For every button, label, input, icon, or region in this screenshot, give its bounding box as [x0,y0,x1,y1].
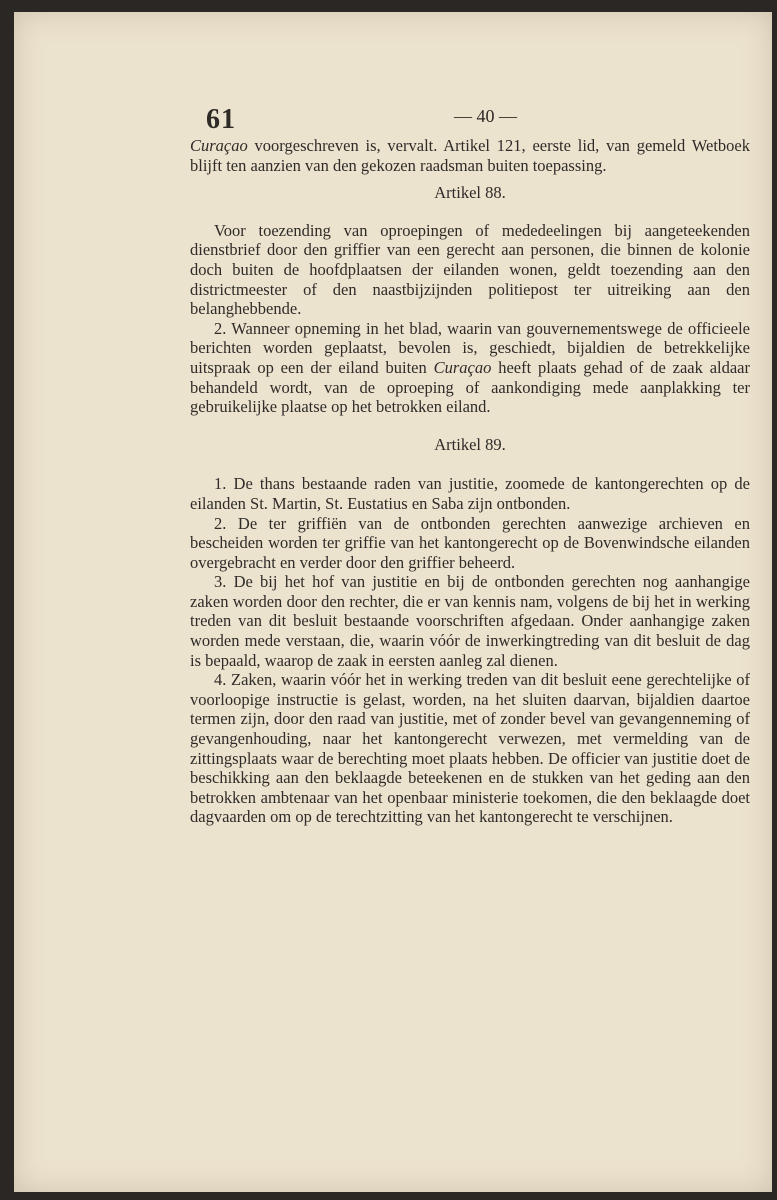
article-89-paragraph-4: 4. Zaken, waarin vóór het in werking treden van dit besluit eene gerechtelijke of voorloopige instructie is gelast, worden, na het sluiten daarvan, bijaldien daartoe termen zijn, door den raad van justitie, met of zonder bevel van gevangenneming of gevangenhouding, naar het kantongerecht verwezen, met vermelding van de zittingsplaats waar de berechting moet plaats hebben. De officier van justitie doet de beschikking aan den beklaagde beteekenen en de stukken van het geding aan den betrokken ambtenaar van het openbaar ministerie toekomen, die den beklaagde doet dagvaarden om op de terechtzitting van het kantongerecht te verschijnen. [190,670,750,827]
page-number: 61 [206,104,236,135]
running-head: — 40 — [454,106,517,126]
article-89-paragraph-1: 1. De thans bestaande raden van justitie, zoomede de kantongerechten op de eilanden St. Martin, St. Eustatius en Saba zijn ontbonden. [190,474,750,513]
article-89-paragraph-2: 2. De ter griffiën van de ontbonden gerechten aanwezige archieven en bescheiden worden ter griffie van het kantongerecht op de Bovenwindsche eilanden overgebracht en verder door den griffier beheerd. [190,513,750,572]
body-text [190,136,750,827]
intro-paragraph: Curaçao voorgeschreven is, vervalt. Artikel 121, eerste lid, van gemeld Wetboek blijft ten aanzien van den gekozen raadsman buiten toepassing. [190,136,750,175]
article-88-heading: Artikel 88. [434,183,506,203]
article-88-paragraph-2: 2. Wanneer opneming in het blad, waarin van gouvernementswege de officieele berichten worden geplaatst, bevolen is, geschiedt, bijaldien de betrekkelijke uitspraak op een der eiland buiten Curaçao heeft plaats gehad of de zaak aldaar behandeld wordt, van de oproeping of aankondiging mede aanplakking ter gebruikelijke plaatse op het betrokken eiland. [190,318,750,417]
article-88-paragraph-1: Voor toezending van oproepingen of mededeelingen bij aangeteekenden dienstbrief door den griffier van een gerecht aan personen, die binnen de kolonie doch buiten de hoofdplaatsen der eilanden wonen, geldt toezending aan den districtmeester of den naastbijzijnden politiepost ter uitreiking aan den belanghebbende. [190,220,750,319]
article-89-paragraph-3: 3. De bij het hof van justitie en bij de ontbonden gerechten nog aanhangige zaken worden door den rechter, die er van kennis nam, volgens de bij het in werking treden van dit besluit bestaande voorschriften afgedaan. Onder aanhangige zaken worden mede verstaan, die, waarin vóór de inwerkingtreding van dit besluit de dag is bepaald, waarop de zaak in eersten aanleg zal dienen. [190,572,750,670]
place-name: Curaçao [190,136,248,155]
place-name: Curaçao [433,357,492,377]
article-89-heading: Artikel 89. [434,434,506,454]
